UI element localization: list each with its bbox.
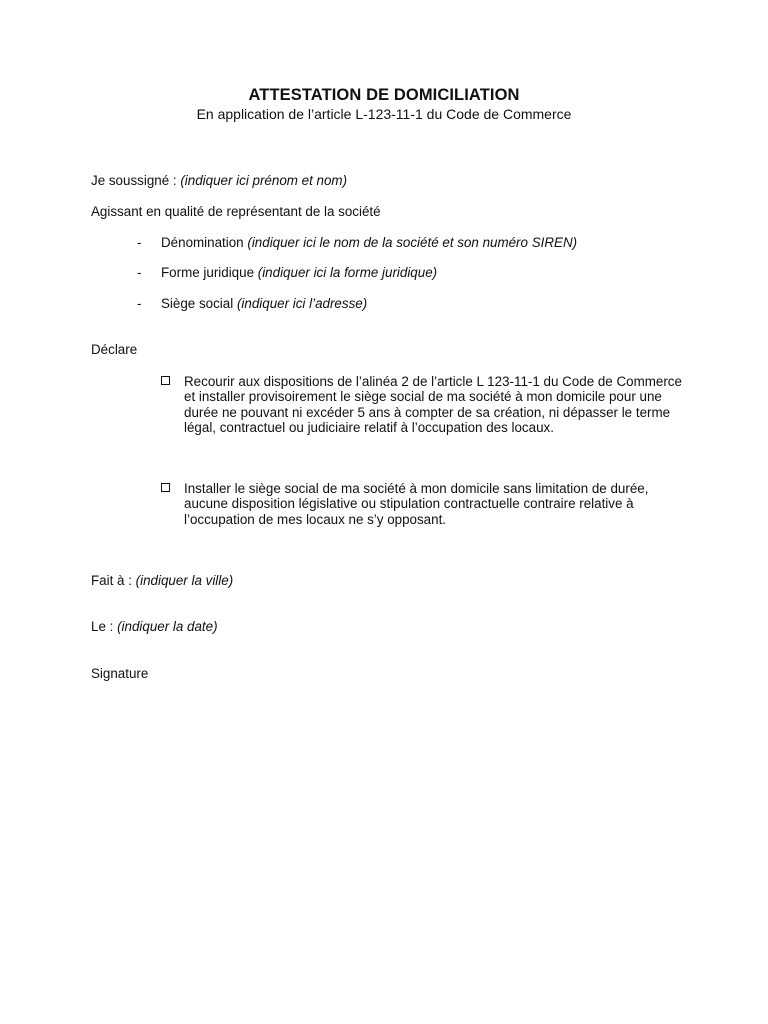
checkbox-provisoire[interactable] <box>161 376 170 385</box>
soussigne-line <box>91 173 347 189</box>
document-subtitle: En application de l’article L-123-11-1 du Code de Commerce <box>196 106 572 122</box>
document-title: ATTESTATION DE DOMICILIATION <box>248 86 520 104</box>
option-text: Recourir aux dispositions de l’alinéa 2 de l’article L 123-11-1 du Code de Commerce et installer provisoirement le siège social de ma société à mon domicile pour une durée ne pouvant ni excéder 5 ans à compter de sa création, ni dépasser le terme légal, contractuel ou judiciaire relatif à l’occupation des locaux. <box>184 374 682 435</box>
date-hint: (indiquer la date) <box>117 619 218 634</box>
fait-a-label: Fait à : <box>91 573 136 588</box>
item-text <box>161 296 367 312</box>
item-dash: - <box>137 235 142 250</box>
soussigne-label: Je soussigné : <box>91 173 181 188</box>
date-label: Le : <box>91 619 118 634</box>
soussigne-hint: (indiquer ici prénom et nom) <box>180 173 348 188</box>
item-label: Forme juridique <box>161 265 258 280</box>
fait-a-hint: (indiquer la ville) <box>135 573 234 588</box>
item-text <box>161 235 577 251</box>
qualite-line: Agissant en qualité de représentant de la société <box>91 204 381 219</box>
item-hint: (indiquer ici l’adresse) <box>236 296 368 311</box>
item-label: Dénomination <box>161 235 248 250</box>
checkbox-sans-limitation[interactable] <box>161 483 170 492</box>
declare-line: Déclare <box>91 342 138 357</box>
item-hint: (indiquer ici la forme juridique) <box>257 265 438 280</box>
date-line <box>91 619 218 635</box>
item-dash: - <box>137 265 142 280</box>
item-label: Siège social <box>161 296 237 311</box>
item-text <box>161 265 437 281</box>
item-hint: (indiquer ici le nom de la société et son numéro SIREN) <box>247 235 578 250</box>
fait-a-line <box>91 573 233 589</box>
item-dash: - <box>137 296 142 311</box>
option-text: Installer le siège social de ma société à mon domicile sans limitation de durée, aucune disposition législative ou stipulation contractuelle contraire relative à l’occupation de mes locaux ne s’y opposant. <box>184 481 649 527</box>
signature-label: Signature <box>91 666 149 681</box>
